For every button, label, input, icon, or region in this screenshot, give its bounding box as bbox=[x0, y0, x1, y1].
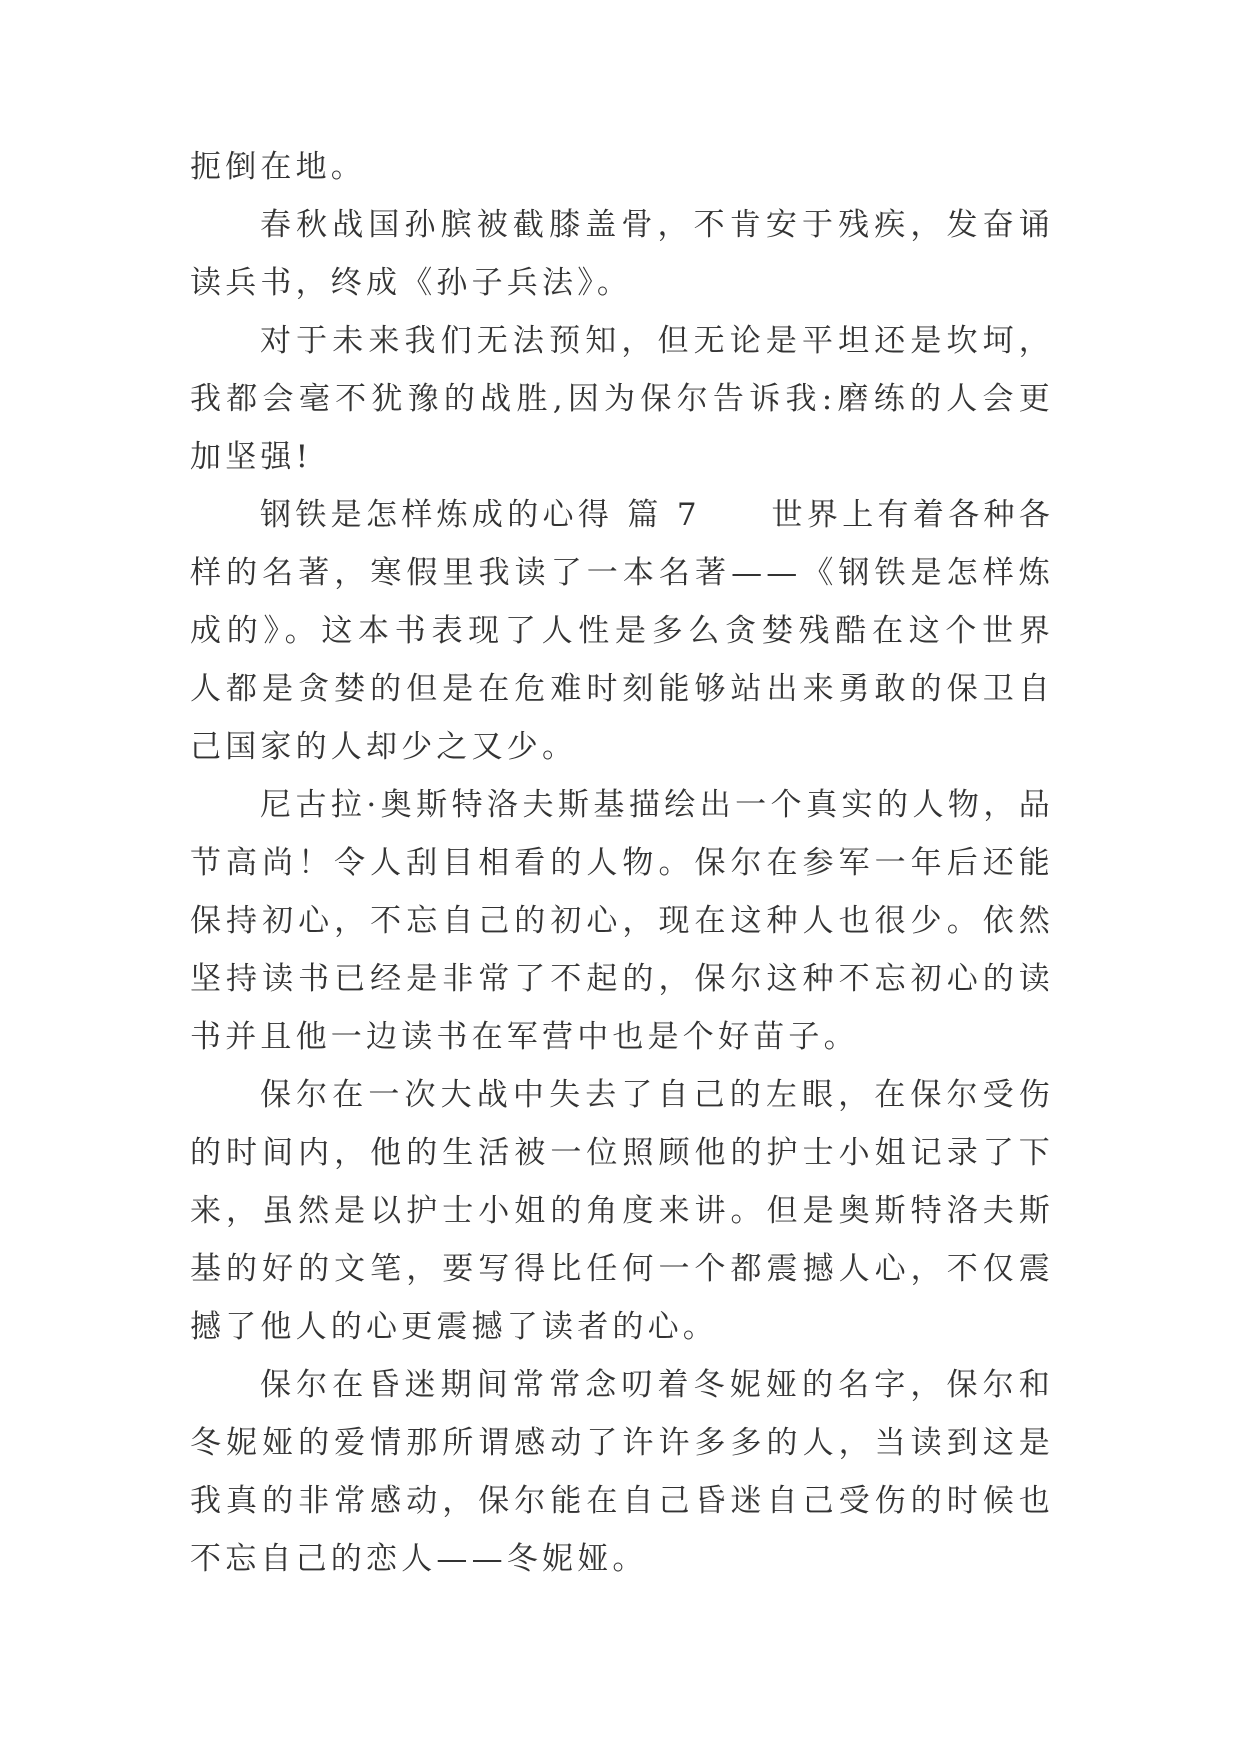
paragraph-essay-7-intro: 钢铁是怎样炼成的心得 篇 7 世界上有着各种各样的名著，寒假里我读了一本名著——《钢铁是怎样炼成的》。这本书表现了人性是多么贪婪残酷在这个世界人都是贪婪的但是在危难时刻能够站出来勇敢的保卫自己国家的人却少之又少。 bbox=[190, 497, 1054, 765]
paragraph-author: 尼古拉·奥斯特洛夫斯基描绘出一个真实的人物，品节高尚！令人刮目相看的人物。保尔在参军一年后还能保持初心，不忘自己的初心，现在这种人也很少。依然坚持读书已经是非常了不起的，保尔这种不忘初心的读书并且他一边读书在军营中也是个好苗子。 bbox=[190, 787, 1054, 1055]
document-page bbox=[190, 138, 1054, 1588]
paragraph-sun-bin: 春秋战国孙膑被截膝盖骨，不肯安于残疾，发奋诵读兵书，终成《孙子兵法》。 bbox=[190, 207, 1054, 301]
paragraph-continuation: 扼倒在地。 bbox=[190, 149, 366, 185]
paragraph-tonya: 保尔在昏迷期间常常念叨着冬妮娅的名字，保尔和冬妮娅的爱情那所谓感动了许许多多的人，当读到这是我真的非常感动，保尔能在自己昏迷自己受伤的时候也不忘自己的恋人——冬妮娅。 bbox=[190, 1367, 1054, 1577]
paragraph-left-eye: 保尔在一次大战中失去了自己的左眼，在保尔受伤的时间内，他的生活被一位照顾他的护士小姐记录了下来，虽然是以护士小姐的角度来讲。但是奥斯特洛夫斯基的好的文笔，要写得比任何一个都震撼人心，不仅震撼了他人的心更震撼了读者的心。 bbox=[190, 1077, 1054, 1345]
paragraph-future: 对于未来我们无法预知，但无论是平坦还是坎坷，我都会毫不犹豫的战胜,因为保尔告诉我:磨练的人会更加坚强! bbox=[190, 323, 1054, 475]
